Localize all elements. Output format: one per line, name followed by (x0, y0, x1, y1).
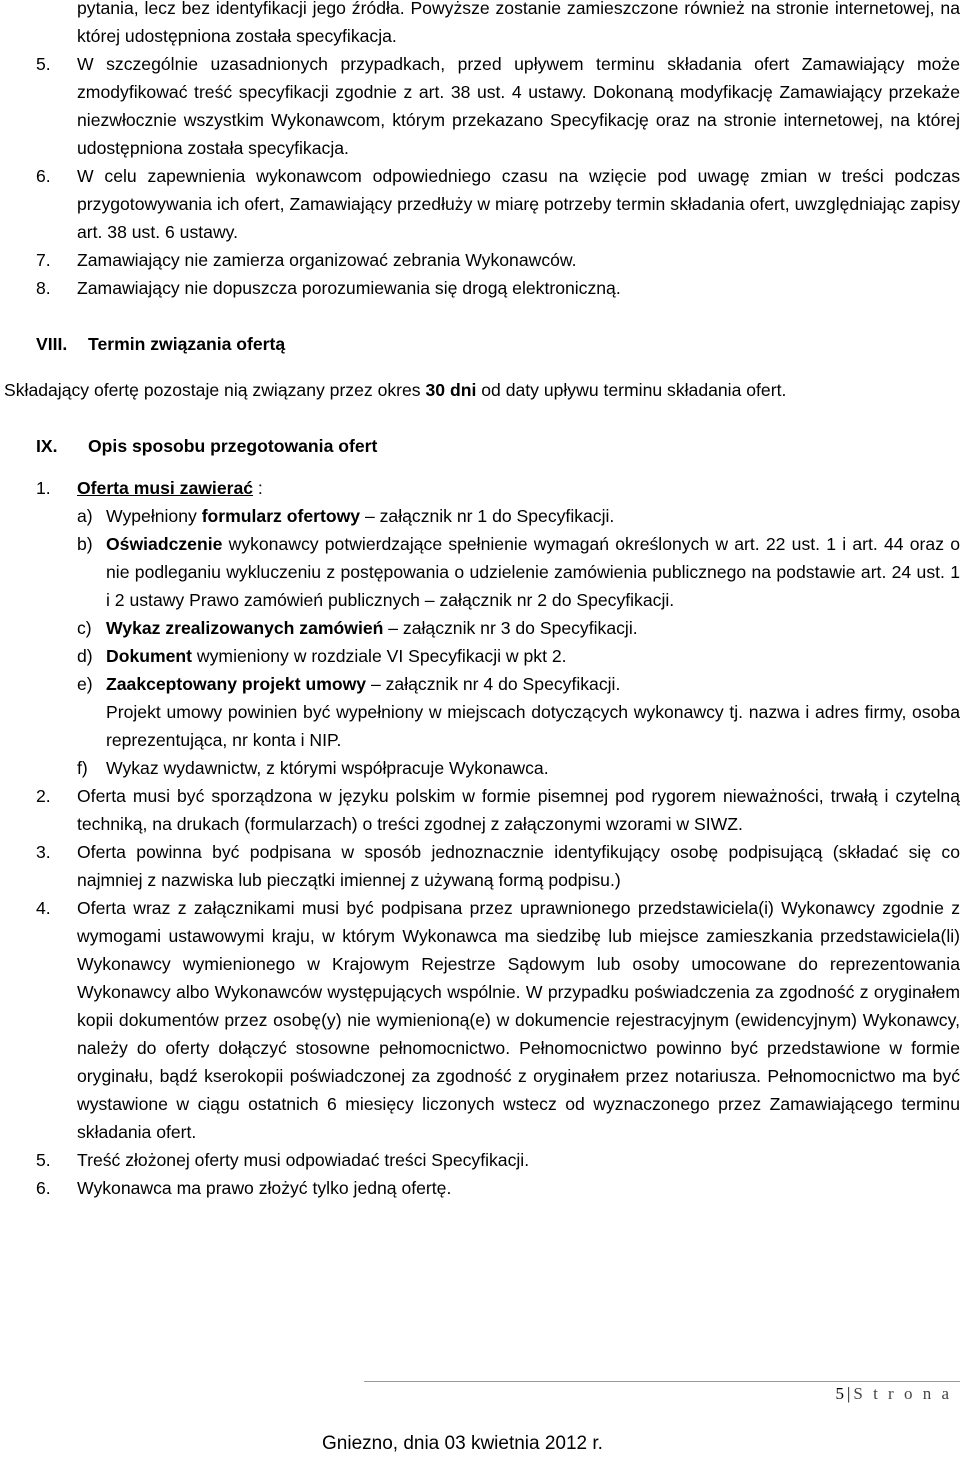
sub-text-post: – załącznik nr 1 do Specyfikacji. (360, 506, 615, 526)
item-number: 5. (36, 1150, 51, 1170)
item-number: 2. (36, 786, 51, 806)
item-text: Treść złożonej oferty musi odpowiadać treści Specyfikacji. (77, 1150, 530, 1170)
binding-text-before: Składający ofertę pozostaje nią związany przez okres (4, 380, 426, 400)
section-number: VIII. (36, 334, 68, 354)
sub-letter: e) (77, 674, 93, 694)
continuation-paragraph: pytania, lecz bez identyfikacji jego źródła. Powyższe zostanie zamieszczone również na stronie internetowej, na której udostępniona została specyfikacja. (77, 0, 960, 46)
sub-item-c (0, 614, 960, 642)
item-text: W celu zapewnienia wykonawcom odpowiedniego czasu na wzięcie pod uwagę zmian w treści podczas przygotowywania ich ofert, Zamawiający przedłuży w miarę potrzeby termin składania ofert, uwzględniając zapisy art. 38 ust. 6 ustawy. (77, 166, 960, 242)
sub-text-bold: Oświadczenie (106, 534, 223, 554)
page-number-value: 5 (835, 1384, 847, 1403)
binding-text-after: od daty upływu terminu składania ofert. (476, 380, 787, 400)
sub-text-bold: Dokument (106, 646, 193, 666)
section-title: Opis sposobu przegotowania ofert (88, 436, 378, 456)
list-item (0, 50, 960, 162)
sub-item-b (0, 530, 960, 614)
sub-text-bold: Wykaz zrealizowanych zamówień (106, 618, 384, 638)
list-item (0, 274, 960, 302)
page-number (835, 1380, 952, 1408)
contract-note: Projekt umowy powinien być wypełniony w miejscach dotyczących wykonawcy tj. nazwa i adres firmy, osoba reprezentująca, nr konta i NIP. (106, 702, 960, 750)
colon: : (253, 478, 263, 498)
sub-text-bold: formularz ofertowy (201, 506, 361, 526)
item-number: 8. (36, 278, 51, 298)
list-item (0, 1174, 960, 1202)
item-text: Zamawiający nie zamierza organizować zebrania Wykonawców. (77, 250, 577, 270)
item-number: 4. (36, 898, 51, 918)
item-text: Zamawiający nie dopuszcza porozumiewania się drogą elektroniczną. (77, 278, 621, 298)
binding-period-paragraph (0, 376, 960, 404)
section-heading-ix (0, 432, 960, 460)
item-text: Oferta powinna być podpisana w sposób jednoznacznie identyfikujący osobę podpisującą (składać się co najmniej z nazwiska lub pieczątki imiennej z używaną formą podpisu.) (77, 842, 960, 890)
item-number: 3. (36, 842, 51, 862)
sub-item-d (0, 642, 960, 670)
sub-text: Wykaz wydawnictw, z którymi współpracuje Wykonawca. (106, 758, 549, 778)
sub-item-a (0, 502, 960, 530)
sub-text-post: – załącznik nr 3 do Specyfikacji. (383, 618, 638, 638)
sub-text-pre: Wypełniony (106, 506, 202, 526)
sub-letter: f) (77, 758, 88, 778)
list-item (0, 782, 960, 838)
list-item (0, 162, 960, 246)
item-number: 1. (36, 478, 51, 498)
item-number: 5. (36, 54, 51, 74)
section-number: IX. (36, 436, 58, 456)
sub-letter: d) (77, 646, 93, 666)
sub-letter: a) (77, 506, 93, 526)
sub-text-post: wykonawcy potwierdzające spełnienie wymagań określonych w art. 22 ust. 1 i art. 44 oraz o nie podleganiu wykluczeniu z postępowania o udzielenie zamówienia publicznego na podstawie art. 24 ust. 1 i 2 ustawy Prawo zamówień publicznych – załącznik nr 2 do Specyfikacji. (106, 534, 960, 610)
list-item (0, 838, 960, 894)
sub-text-post: – załącznik nr 4 do Specyfikacji. (366, 674, 621, 694)
list-item (0, 894, 960, 1146)
sub-text-bold: Zaakceptowany projekt umowy (106, 674, 367, 694)
sub-text-post: wymieniony w rozdziale VI Specyfikacji w pkt 2. (192, 646, 567, 666)
binding-days: 30 dni (425, 380, 477, 400)
offer-contents-lead: Oferta musi zawierać (77, 478, 254, 498)
item-text: W szczególnie uzasadnionych przypadkach, przed upływem terminu składania ofert Zamawiający może zmodyfikować treść specyfikacji zgodnie z art. 38 ust. 4 ustawy. Dokonaną modyfikację Zamawiający przekaże niezwłocznie wszystkim Wykonawcom, którym przekazano Specyfikację oraz na stronie internetowej, na której udostępniona została specyfikacja. (77, 54, 960, 158)
place-date: Gniezno, dnia 03 kwietnia 2012 r. (322, 1433, 603, 1454)
sub-item-f (0, 754, 960, 782)
list-item (0, 1146, 960, 1174)
section-title: Termin związania ofertą (88, 334, 286, 354)
item-number: 7. (36, 250, 51, 270)
section-heading-viii (0, 330, 960, 358)
item-number: 6. (36, 166, 51, 186)
item-text: Oferta musi być sporządzona w języku polskim w formie pisemnej pod rygorem nieważności, trwałą i czytelną techniką, na drukach (formularzach) o treści zgodnej z załączonymi wzorami w SIWZ. (77, 786, 960, 834)
item-text: Wykonawca ma prawo złożyć tylko jedną ofertę. (77, 1178, 452, 1198)
page-separator: | (846, 1384, 854, 1403)
sub-letter: c) (77, 618, 92, 638)
list-item (0, 246, 960, 274)
page-word: S t r o n a (853, 1384, 952, 1403)
item-text: Oferta wraz z załącznikami musi być podpisana przez uprawnionego przedstawiciela(i) Wykonawcy zgodnie z wymogami ustawowymi kraju, w którym Wykonawca ma siedzibę lub miejsce zamieszkania przedstawiciela(li) Wykonawcy wymienionego w Krajowym Rejestrze Sądowym lub osoby umocowane do reprezentowania Wykonawcy albo Wykonawców występujących wspólnie. W przypadku poświadczenia za zgodność z oryginałem kopii dokumentów przez osobę(y) nie wymienioną(e) w dokumencie rejestracyjnym (ewidencyjnym) Wykonawcy, należy do oferty dołączyć stosowne pełnomocnictwo. Pełnomocnictwo powinno być przedstawione w formie oryginału, bądź kserokopii poświadczonej za zgodność z oryginałem przez notariusza. Pełnomocnictwo ma być wystawione w ciągu ostatnich 6 miesięcy liczonych wstecz od wyznaczonego przez Zamawiającego terminu składania ofert. (77, 898, 960, 1142)
item-number: 6. (36, 1178, 51, 1198)
list-item (0, 474, 960, 502)
sub-letter: b) (77, 534, 93, 554)
sub-item-e (0, 670, 960, 698)
